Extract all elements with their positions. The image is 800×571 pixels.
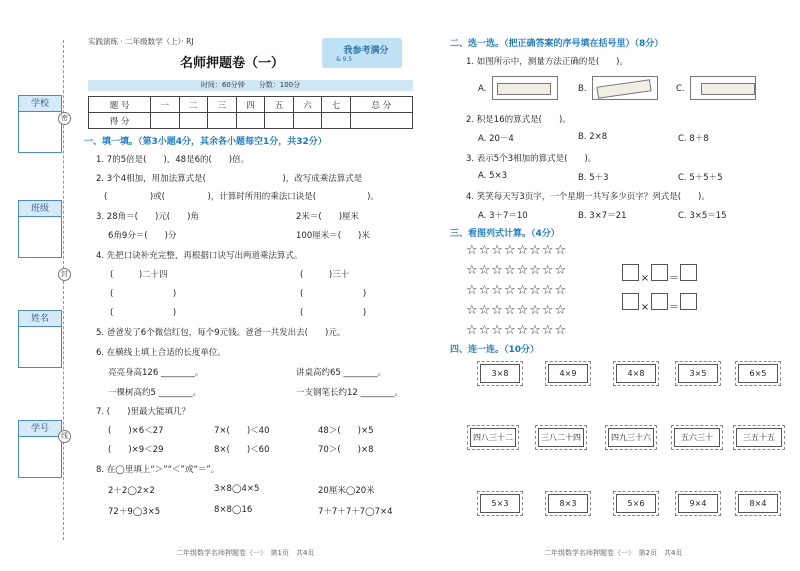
q7-text: 7. ( )里最大能填几？ [96, 407, 190, 417]
school-field[interactable] [18, 111, 62, 153]
student-id-label: 学号 [18, 420, 62, 438]
q8-item: 72＋9◯3×5 [108, 507, 161, 517]
binding-margin [0, 0, 78, 571]
s2-q3-text: 3. 表示5个3相加的算式是( )。 [466, 154, 597, 164]
q8-item: 8×8◯16 [214, 505, 253, 515]
page-title: 名师押题卷（一） [180, 56, 285, 71]
seal-char-mi: 密 [58, 112, 71, 125]
score-input[interactable] [236, 113, 265, 129]
star-row: ☆☆☆☆☆☆☆☆ [466, 263, 568, 278]
q6-right-2: 一支钢笔长约12 ________。 [296, 388, 404, 398]
ruler-image-c [690, 76, 756, 100]
score-cell: 五 [265, 97, 294, 113]
equation-1 [622, 264, 697, 285]
score-input[interactable] [350, 113, 412, 129]
match-card-verse[interactable]: 五六三十 [674, 428, 720, 447]
section4-title: 四、连一连。（10分） [450, 345, 540, 355]
match-card-bottom[interactable]: 5×6 [616, 494, 656, 513]
q7-item: ( )×9＜29 [108, 445, 164, 455]
score-input[interactable] [293, 113, 322, 129]
match-card-verse[interactable]: 四九三十六 [608, 428, 654, 447]
q8-text: 8. 在◯里填上“＞”“＜”或“＝”。 [96, 465, 220, 475]
series-label: 实践演练 · 二年级数学（上）· RJ [88, 37, 194, 46]
star-row: ☆☆☆☆☆☆☆☆ [466, 303, 568, 318]
star-row: ☆☆☆☆☆☆☆☆ [466, 323, 568, 338]
name-label: 姓名 [18, 310, 62, 328]
student-id-field[interactable] [18, 436, 62, 478]
seal-char-xian: 线 [58, 430, 71, 443]
school-label: 学校 [18, 95, 62, 113]
q7-item: 48＞( )×5 [318, 426, 374, 436]
q4-right-verse: ( )三十 [300, 270, 350, 280]
score-cell: 六 [293, 97, 322, 113]
match-card-bottom[interactable]: 8×3 [548, 494, 588, 513]
ruler-icon [596, 79, 651, 98]
ruler-image-b [592, 76, 658, 100]
q8-item: 3×8◯4×5 [214, 484, 260, 494]
q3-right-2: 100厘米＝( )米 [296, 231, 370, 241]
score-cell: 总 分 [350, 97, 412, 113]
s2-q2-text: 2. 积是16的算式是( )。 [466, 115, 571, 125]
q8-item: 7＋7＋7＋7◯7×4 [318, 507, 393, 517]
q4-blank[interactable]: ( ) [300, 308, 367, 318]
equals-sign: ＝ [669, 273, 679, 284]
q3-left-2: 6角9分＝( )分 [108, 231, 177, 241]
q1-text: 1. 7的5倍是( )，48是6的( )倍。 [96, 155, 250, 165]
time-info: 时间：60分钟 分数：100分 [88, 80, 413, 91]
match-card-verse[interactable]: 三八二十四 [538, 428, 584, 447]
s2-q3-opt: C. 5＋5＋5 [678, 173, 723, 183]
q7-item: ( )×6＜27 [108, 426, 164, 436]
score-cell: 四 [236, 97, 265, 113]
q4-blank[interactable]: ( ) [110, 308, 177, 318]
score-cell: 二 [179, 97, 208, 113]
seal-char-feng: 封 [58, 268, 71, 281]
q4-blank[interactable]: ( ) [300, 289, 367, 299]
score-table [88, 96, 413, 129]
q6-right-1: 讲桌高约65 ________。 [296, 368, 387, 378]
score-input[interactable] [151, 113, 180, 129]
q2-text-b: ( )或( )，计算时所用的乘法口诀是( )。 [104, 192, 379, 202]
answer-box[interactable] [680, 293, 697, 310]
footer-left: 二年级数学名师押题卷（一） 第1页 共4页 [176, 549, 315, 557]
score-header-row [89, 97, 413, 113]
q3-right-1: 2米＝( )厘米 [296, 212, 360, 222]
s2-q4-text: 4. 笑笑每天写3页字，一个星期一共写多少页字？列式是( )。 [466, 192, 710, 202]
s2-q4-opt: A. 3＋7＝10 [478, 211, 528, 221]
score-value-row [89, 113, 413, 129]
s2-q1-opt-b-label: B. [578, 84, 587, 94]
ruler-image-a [492, 76, 558, 100]
match-card-verse[interactable]: 三五十五 [736, 428, 782, 447]
score-row-label: 得 分 [89, 113, 151, 129]
score-cell: 题 号 [89, 97, 151, 113]
class-field[interactable] [18, 216, 62, 258]
badge-subtext: & 9.5 [336, 56, 353, 63]
score-input[interactable] [179, 113, 208, 129]
s2-q4-opt: B. 3×7＝21 [578, 211, 627, 221]
q7-item: 70＞( )×8 [318, 445, 374, 455]
answer-box[interactable] [680, 264, 697, 281]
ruler-icon [497, 83, 551, 95]
match-card-top[interactable]: 4×9 [548, 364, 588, 383]
match-card-top[interactable]: 4×8 [616, 364, 656, 383]
match-card-verse[interactable]: 四八三十二 [470, 428, 516, 447]
s2-q2-opt: C. 8＋8 [678, 134, 709, 144]
q4-text: 4. 先把口诀补充完整，再根据口诀写出两道乘法算式。 [96, 251, 303, 261]
q3-left-1: 3. 28角＝( )元( )角 [96, 212, 199, 222]
match-card-bottom[interactable]: 9×4 [678, 494, 718, 513]
s2-q1-text: 1. 如图所示中，测量方法正确的是( )。 [466, 57, 628, 67]
score-input[interactable] [208, 113, 237, 129]
badge-text: 我参考满分 [343, 46, 389, 56]
section1-title: 一、填一填。（第3小题4分，其余各小题每空1分，共32分） [84, 137, 327, 147]
q2-text-a: 2. 3个4相加，用加法算式是( )，改写成乘法算式是 [96, 174, 363, 184]
score-cell: 七 [322, 97, 351, 113]
q8-item: 2＋2◯2×2 [108, 486, 155, 496]
equals-sign: ＝ [669, 302, 679, 313]
score-input[interactable] [322, 113, 351, 129]
answer-box[interactable] [651, 264, 668, 281]
name-field[interactable] [18, 326, 62, 368]
s2-q2-opt: B. 2×8 [578, 132, 608, 142]
times-sign: × [640, 273, 650, 284]
answer-box[interactable] [622, 293, 639, 310]
score-cell: 一 [151, 97, 180, 113]
answer-box[interactable] [622, 264, 639, 281]
match-card-top[interactable]: 3×5 [678, 364, 718, 383]
star-row: ☆☆☆☆☆☆☆☆ [466, 243, 568, 258]
section3-title: 三、看图列式计算。（4分） [450, 229, 560, 239]
score-cell: 三 [208, 97, 237, 113]
ruler-icon [701, 83, 755, 95]
q6-text: 6. 在横线上填上合适的长度单位。 [96, 348, 226, 358]
s2-q3-opt: A. 5×3 [478, 171, 508, 181]
times-sign: × [640, 302, 650, 313]
section2-title: 二、选一选。（把正确答案的序号填在括号里）（8分） [450, 39, 664, 49]
equation-2 [622, 293, 697, 314]
q8-item: 20厘米◯20米 [318, 486, 375, 496]
match-card-top[interactable]: 6×5 [738, 364, 778, 383]
match-card-top[interactable]: 3×8 [480, 364, 520, 383]
star-row: ☆☆☆☆☆☆☆☆ [466, 283, 568, 298]
q4-blank[interactable]: ( ) [110, 289, 177, 299]
s2-q3-opt: B. 5＋3 [578, 173, 609, 183]
answer-box[interactable] [651, 293, 668, 310]
q7-item: 7×( )＜40 [214, 426, 270, 436]
footer-right: 二年级数学名师押题卷（一） 第2页 共4页 [544, 549, 683, 557]
match-card-bottom[interactable]: 8×4 [738, 494, 778, 513]
q6-left-2: 一棵树高约5 ________。 [108, 388, 202, 398]
score-input[interactable] [265, 113, 294, 129]
s2-q1-opt-c-label: C. [676, 84, 685, 94]
class-label: 班级 [18, 200, 62, 218]
q6-left-1: 亮亮身高126 ________。 [108, 368, 204, 378]
q7-item: 8×( )＜60 [214, 445, 270, 455]
s2-q4-opt: C. 3×5＝15 [678, 211, 727, 221]
match-card-bottom[interactable]: 5×3 [480, 494, 520, 513]
s2-q2-opt: A. 20－4 [478, 134, 514, 144]
q5-text: 5. 爸爸发了6个微信红包，每个9元钱。爸爸一共发出去( )元。 [96, 328, 346, 338]
q4-left-verse: ( )二十四 [110, 270, 168, 280]
s2-q1-opt-a-label: A. [478, 84, 487, 94]
